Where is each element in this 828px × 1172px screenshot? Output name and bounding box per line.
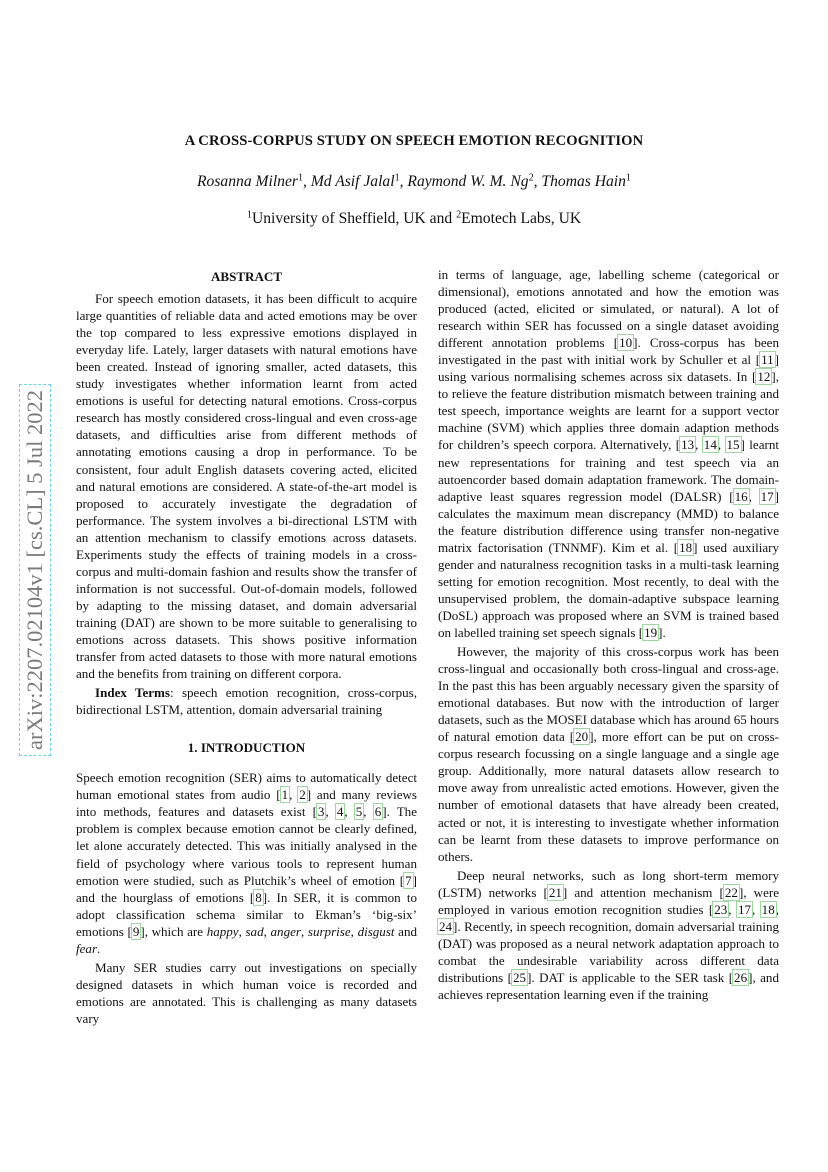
text-run: ], and achieves representation learning even if the training bbox=[438, 969, 779, 1002]
citation-link[interactable]: 17 bbox=[760, 488, 774, 504]
author-name: Rosanna Milner bbox=[197, 173, 298, 190]
text-run: ]. Cross-corpus has been investigated in the past with initial work by Schuller et al [ bbox=[438, 335, 779, 368]
paper-title: A CROSS-CORPUS STUDY ON SPEECH EMOTION RECOGNITION bbox=[184, 133, 644, 149]
text-run: , bbox=[325, 804, 336, 820]
emotion-term: anger bbox=[270, 923, 301, 939]
author-name: Raymond W. M. Ng bbox=[407, 173, 529, 190]
text-run: , bbox=[752, 901, 761, 917]
citation-link[interactable]: 24 bbox=[439, 918, 453, 934]
body-paragraph bbox=[438, 867, 779, 1003]
citation-link[interactable]: 22 bbox=[724, 884, 738, 900]
emotion-term: happy bbox=[206, 923, 239, 939]
text-run: ] used auxiliary gender and naturalness recognition tasks in a multi-task learning setting for emotion recognition. Most recently, to deal with the unsupervised problem, the domain-adaptive subspace learning (DoSL) approach was proposed where an SVM is trained based on labelled training set speech signals [ bbox=[438, 539, 780, 640]
emotion-term: surprise bbox=[307, 923, 351, 939]
text-run: , bbox=[289, 787, 299, 803]
affil-text: University of Sheffield, UK and bbox=[251, 210, 457, 227]
arxiv-identifier-link[interactable]: arXiv:2207.02104v1 [cs.CL] 5 Jul 2022 bbox=[22, 387, 48, 753]
text-run: , bbox=[263, 923, 271, 939]
text-run: , bbox=[775, 901, 779, 917]
text-run: , bbox=[300, 923, 308, 939]
text-run: and bbox=[394, 923, 418, 939]
citation-link[interactable]: 20 bbox=[575, 729, 589, 745]
text-run: ]. bbox=[658, 624, 666, 640]
text-run: ], to relieve the feature distribution mismatch between training and test speech, importance weights are learnt for a support vector machine (SVM) which applies three domain adaption methods for children’s speech corpora. Alternatively, [ bbox=[438, 369, 779, 453]
text-run: . bbox=[97, 940, 101, 956]
citation-link[interactable]: 7 bbox=[405, 872, 412, 888]
citation-link[interactable]: 18 bbox=[761, 901, 775, 917]
author-name: Md Asif Jalal bbox=[310, 173, 395, 190]
text-run: , bbox=[363, 804, 374, 820]
text-run: ]. DAT is applicable to the SER task [ bbox=[527, 969, 734, 985]
emotion-term: disgust bbox=[357, 923, 395, 939]
abstract-heading: ABSTRACT bbox=[210, 269, 283, 284]
text-run: , bbox=[344, 804, 355, 820]
citation-link[interactable]: 10 bbox=[619, 335, 633, 351]
text-run: ] and attention mechanism [ bbox=[562, 884, 724, 900]
section-heading-introduction: 1. INTRODUCTION bbox=[187, 740, 306, 756]
citation-link[interactable]: 11 bbox=[761, 352, 774, 368]
citation-link[interactable]: 3 bbox=[317, 804, 325, 820]
citation-link[interactable]: 13 bbox=[681, 437, 695, 453]
text-run: ] calculates the maximum mean discrepancy (MMD) to balance the feature distribution difference using transfer non-negative matrix factorisation (TNNMF). Kim et al. [ bbox=[438, 488, 779, 555]
author-list: Rosanna Milner$^1$, Md Asif Jalal$^1$, Raymond W. M. Ng$^2$, Thomas Hain$^1$ bbox=[197, 172, 631, 190]
emotion-term: sad bbox=[245, 923, 264, 939]
citation-link[interactable]: 4 bbox=[336, 804, 344, 820]
affil-mark: 1 bbox=[246, 209, 252, 221]
citation-link[interactable]: 5 bbox=[355, 804, 363, 820]
citation-link[interactable]: 8 bbox=[255, 889, 262, 905]
abstract-text: For speech emotion datasets, it has been difficult to acquire large quantities of reliable data and acted emotions may be over the top compared to less expressive emotions displayed in everyday life. Lately, larger datasets with natural emotions have been created. Instead of ignoring smaller, acted datasets, this study investigates whether information learnt from acted emotions is useful for detecting natural emotions. Cross-corpus research has mostly considered cross-lingual and even cross-age datasets, and difficulties arise from different methods of annotating emotions causing a drop in performance. To be consistent, four adult English datasets covering acted, elicited and natural emotions are considered. A state-of-the-art model is proposed to accurately investigate the degradation of performance. The system involves a bi-directional LSTM with an attention mechanism to classify emotions across datasets. Experiments study the effects of training models in a cross-corpus and multi-domain fashion and results show the transfer of information is not successful. Out-of-domain models, followed by adapting to the missing dataset, and domain adversarial training (DAT) are shown to be more suitable to generalising to emotions across datasets. This shows positive information transfer from acted datasets to those with more natural emotions and the benefits from training on different corpora. bbox=[76, 291, 417, 682]
citation-link[interactable]: 6 bbox=[374, 804, 382, 820]
text-run: ], more effort can be put on cross-corpus research focussing on a single language and a single age group. Additionally, more natural datasets allow research to move away from unrealistic acted emotions. However, given the number of emotional datasets that have already been created, acted or not, it is interesting to investigate whether information can be learnt from these datasets to improve performance on others. bbox=[438, 729, 779, 864]
text-run: , bbox=[748, 488, 760, 504]
author-affil-mark: 1 bbox=[394, 172, 400, 184]
body-paragraph bbox=[438, 266, 779, 641]
text-run: ] using various normalising schemes across six datasets. In [ bbox=[438, 352, 779, 385]
text-run: However, the majority of this cross-corpus work has been cross-lingual and occasionally both cross-lingual and cross-age. In the past this has been arguably necessary given the sparsity of emotional databases. But now with the introduction of larger datasets, such as the MOSEI database which has around 65 hours of natural emotion data [ bbox=[438, 644, 779, 745]
author-affil-mark: 1 bbox=[625, 172, 631, 184]
intro-paragraph bbox=[76, 769, 417, 957]
author-name: Thomas Hain bbox=[541, 173, 626, 190]
text-run: Deep neural networks, such as long short-term memory (LSTM) networks [ bbox=[438, 867, 779, 900]
body-paragraph bbox=[438, 643, 779, 865]
citation-link[interactable]: 21 bbox=[548, 884, 562, 900]
citation-link[interactable]: 1 bbox=[281, 787, 289, 803]
index-terms-label: Index Terms bbox=[95, 685, 171, 701]
index-terms bbox=[76, 684, 417, 718]
text-run: Speech emotion recognition (SER) aims to automatically detect human emotional states from audio [ bbox=[76, 770, 417, 803]
text-run: , bbox=[238, 923, 246, 939]
author-affil-mark: 1 bbox=[297, 172, 304, 184]
text-run: , bbox=[728, 901, 737, 917]
citation-link[interactable]: 12 bbox=[757, 369, 771, 385]
citation-link[interactable]: 19 bbox=[644, 624, 658, 640]
text-run: , bbox=[350, 923, 358, 939]
citation-link[interactable]: 23 bbox=[714, 901, 728, 917]
intro-paragraph: Many SER studies carry out investigations on specially designed datasets in which human voice is recorded and emotions are annotated. This is challenging as many datasets vary bbox=[76, 959, 417, 1026]
citation-link[interactable]: 18 bbox=[679, 539, 693, 555]
citation-link[interactable]: 2 bbox=[299, 787, 306, 803]
emotion-term: fear bbox=[76, 940, 98, 956]
index-terms-text: : speech emotion recognition, cross-corpus, bidirectional LSTM, attention, domain adversarial training bbox=[76, 685, 418, 718]
citation-link[interactable]: 25 bbox=[513, 969, 527, 985]
affiliations bbox=[0, 210, 828, 228]
citation-link[interactable]: 17 bbox=[737, 901, 751, 917]
text-run: ]. Recently, in speech recognition, domain adversarial training (DAT) was proposed as a neural network adaptation approach to combat the undesirable variability across different data distributions [ bbox=[438, 918, 779, 985]
text-run: ] learnt new representations for training and test speech via an autoencorder based domain adaptation framework. The domain-adaptive least squares regression model (DALSR) [ bbox=[438, 437, 779, 504]
citation-link[interactable]: 15 bbox=[726, 437, 740, 453]
citation-link[interactable]: 14 bbox=[703, 437, 717, 453]
citation-link[interactable]: 26 bbox=[734, 969, 748, 985]
arxiv-sidebar[interactable] bbox=[22, 350, 48, 790]
text-run: ]. In SER, it is common to adopt classification schema similar to Ekman’s ‘big-six’ emotions [ bbox=[76, 889, 417, 939]
text-run: , bbox=[695, 437, 703, 453]
author-affil-mark: 2 bbox=[528, 172, 534, 184]
affil-text: Emotech Labs, UK bbox=[461, 210, 582, 227]
text-run: ], were employed in various emotion recognition studies [ bbox=[438, 884, 779, 917]
text-run: in terms of language, age, labelling scheme (categorical or dimensional), emotions annotated and how the emotion was produced (acted, elicited or simulated, or natural). A lot of research within SER has focussed on a single dataset avoiding different annotation problems [ bbox=[438, 267, 779, 351]
text-run: ], which are bbox=[140, 923, 207, 939]
right-column bbox=[438, 266, 779, 1005]
citation-link[interactable]: 9 bbox=[132, 923, 140, 939]
text-run: ]. The problem is complex because emotion cannot be clearly defined, let alone accurately detected. This was initially analysed in the field of psychology where various tools to represent human emotion were studied, such as Plutchik’s wheel of emotion [ bbox=[76, 804, 417, 888]
citation-link[interactable]: 16 bbox=[734, 488, 748, 504]
affil-mark: 2 bbox=[456, 209, 462, 221]
left-column bbox=[76, 266, 417, 1029]
text-run: ] and many reviews into methods, features and datasets exist [ bbox=[76, 787, 417, 820]
text-run: , bbox=[717, 437, 726, 453]
text-run: ] and the hourglass of emotions [ bbox=[76, 872, 417, 905]
